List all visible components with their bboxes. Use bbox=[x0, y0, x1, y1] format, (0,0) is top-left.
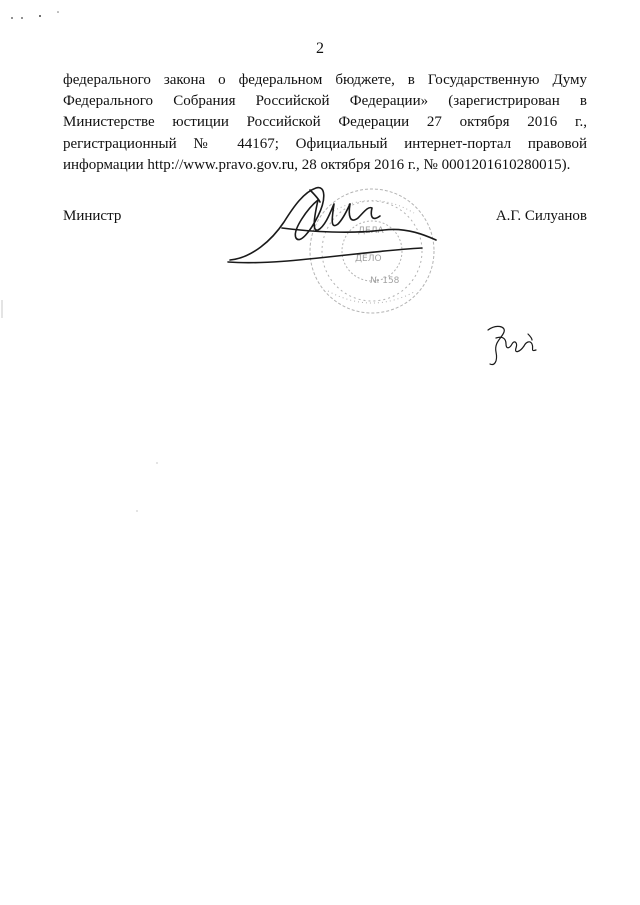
body-line: Министерстве юстиции Российской Федерации 27 октября 2016 г., bbox=[63, 114, 587, 131]
signatory-position: Министр bbox=[63, 208, 122, 224]
stamp-text: ДЕЛО bbox=[355, 254, 382, 264]
stamp-text: № 158 bbox=[370, 276, 400, 286]
signatory-name: А.Г. Силуанов bbox=[495, 208, 587, 224]
stamp-text: ДЕЛА bbox=[358, 226, 384, 236]
handwritten-initials bbox=[484, 322, 540, 370]
body-line: регистрационный № 44167; Официальный интернет-портал правовой bbox=[63, 135, 587, 152]
body-line: Федерального Собрания Российской Федерации» (зарегистрирован в bbox=[63, 93, 587, 110]
body-line: информации http://www.pravo.gov.ru, 28 октября 2016 г., № 0001201610280015). bbox=[63, 156, 571, 173]
page-number: 2 bbox=[316, 40, 324, 57]
minister-signature bbox=[222, 178, 442, 270]
body-line: федерального закона о федеральном бюджете, в Государственную Думу bbox=[63, 72, 587, 88]
body-paragraph bbox=[63, 70, 587, 176]
